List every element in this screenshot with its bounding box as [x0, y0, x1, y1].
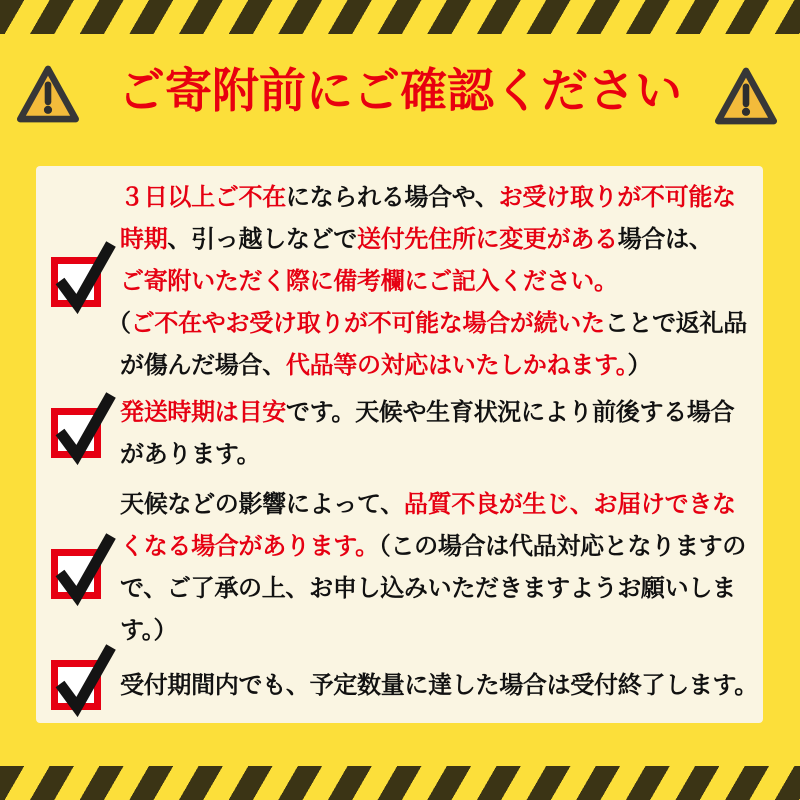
notice-text-line	[120, 391, 734, 433]
hazard-stripes-bottom	[0, 766, 800, 800]
text-segment: す。）	[120, 616, 178, 644]
page-title: ご寄附前にご確認ください	[118, 64, 682, 119]
notice-text	[107, 176, 747, 386]
checkbox-checked-icon	[51, 549, 101, 599]
text-segment: 発送時期は目安	[120, 398, 286, 426]
notice-text-line	[120, 664, 758, 706]
text-segment: （	[107, 309, 131, 337]
text-segment: ことで返礼品	[604, 309, 747, 337]
notice-item-weather-quality	[120, 483, 746, 651]
warning-triangle-icon	[713, 64, 779, 128]
text-segment: （この場合は代品対応となりますの	[378, 532, 746, 560]
notice-item-shipping-period	[120, 391, 734, 475]
notice-header	[0, 56, 800, 130]
hazard-stripes-top	[0, 0, 800, 34]
checkbox-checked-icon	[51, 257, 101, 307]
text-segment: 品質不良が生じ、お届けできな	[403, 490, 736, 518]
text-segment: 代品等の対応はいたしかねます。	[285, 351, 628, 379]
notice-text	[120, 483, 746, 651]
text-segment: になられる場合や、	[285, 183, 499, 211]
text-segment: 、引っ越しなどで	[167, 225, 358, 253]
warning-triangle-icon	[15, 62, 81, 126]
notice-text-line	[120, 344, 747, 386]
text-segment: が傷んだ場合、	[120, 351, 286, 379]
notice-text-line	[120, 525, 746, 567]
text-segment: 場合は、	[617, 225, 713, 253]
text-segment: ）	[627, 351, 652, 379]
notice-text	[120, 391, 734, 475]
checkbox-checked-icon	[51, 408, 101, 458]
notice-text-line	[120, 433, 734, 475]
checkbox-checked-icon	[51, 660, 101, 710]
text-segment: で、ご了承の上、お申し込みいただきますようお願いしま	[120, 574, 736, 602]
notice-text-line	[120, 260, 747, 302]
text-segment: です。天候や生育状況により前後する場合	[285, 398, 735, 426]
text-segment: 天候などの影響によって、	[120, 490, 404, 518]
notice-text-line	[120, 483, 746, 525]
notice-text-line	[120, 176, 747, 218]
text-segment: 受付期間内でも、予定数量に達した場合は受付終了します。	[120, 671, 758, 699]
notice-text	[120, 664, 758, 706]
text-segment: ３日以上ご不在	[120, 183, 286, 211]
text-segment: くなる場合があります。	[120, 532, 379, 560]
notice-item-delivery-absence	[107, 176, 747, 386]
notice-text-line	[120, 609, 746, 651]
text-segment: があります。	[120, 440, 261, 468]
text-segment: ご不在やお受け取りが不可能な場合が続いた	[130, 309, 605, 337]
text-segment: 時期	[120, 225, 168, 253]
notice-text-line	[120, 218, 747, 260]
text-segment: 送付先住所に変更がある	[357, 225, 618, 253]
notice-panel	[36, 166, 763, 723]
text-segment: お受け取りが不可能な	[498, 183, 736, 211]
text-segment: ご寄附いただく際に備考欄にご記入ください。	[120, 267, 618, 295]
notice-item-reception-end	[120, 664, 758, 706]
notice-text-line	[120, 567, 746, 609]
notice-text-line	[107, 302, 747, 344]
